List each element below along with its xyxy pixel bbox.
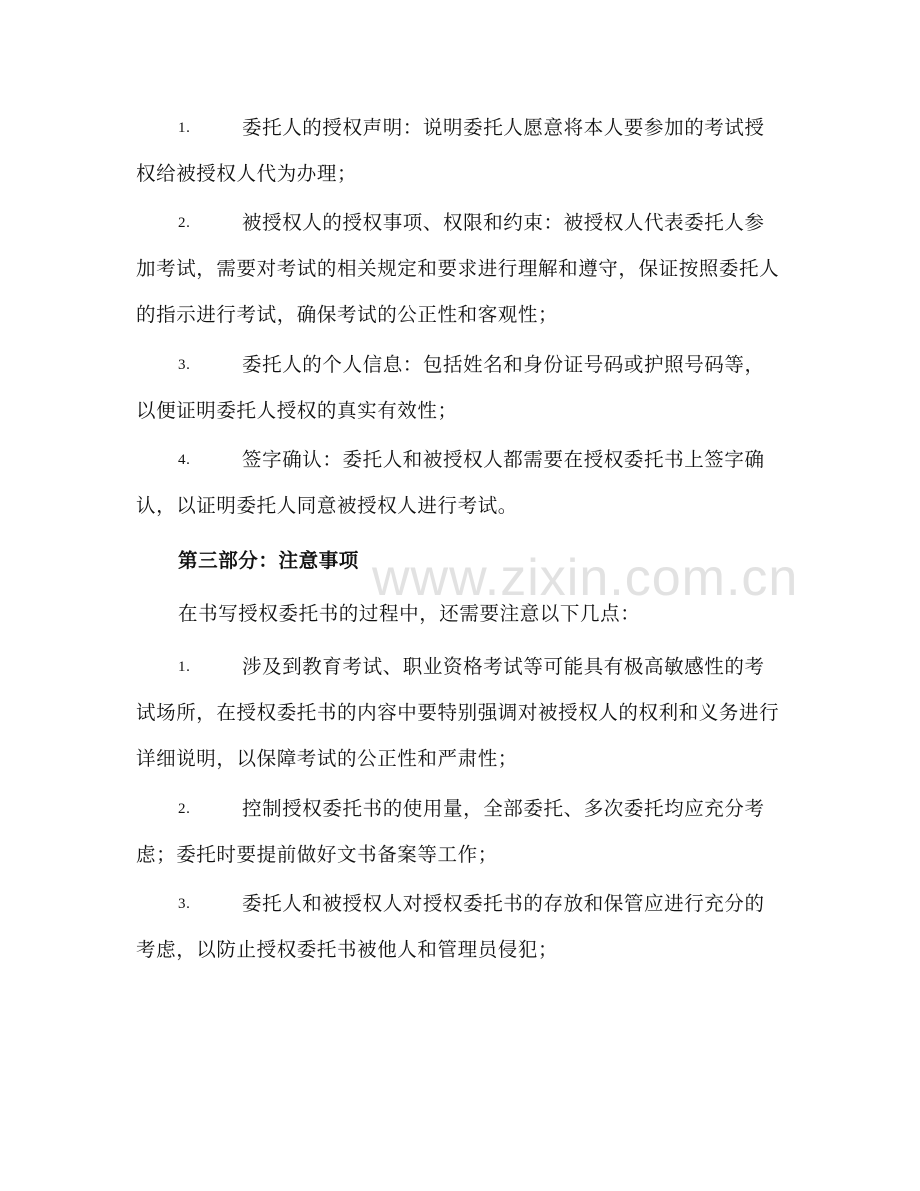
section-intro: 在书写授权委托书的过程中，还需要注意以下几点： (178, 602, 641, 625)
list-item (136, 881, 784, 973)
list-item-text: 签字确认：委托人和被授权人都需要在授权委托书上签字确认，以证明委托人同意被授权人进行考试。 (136, 448, 765, 517)
list-item-text: 控制授权委托书的使用量，全部委托、多次委托均应充分考虑；委托时要提前做好文书备案等工作； (136, 797, 765, 866)
list-item-number: 1. (178, 120, 191, 136)
list-item (136, 105, 784, 197)
list-item-number: 1. (178, 659, 191, 675)
list-item (136, 437, 784, 529)
list-item-text: 涉及到教育考试、职业资格考试等可能具有极高敏感性的考试场所，在授权委托书的内容中要特别强调对被授权人的权利和义务进行详细说明，以保障考试的公正性和严肃性； (136, 655, 780, 770)
list-item-number: 3. (178, 896, 191, 912)
list-item (136, 200, 784, 338)
section-heading: 第三部分：注意事项 (178, 549, 359, 572)
list-item-number: 2. (178, 215, 191, 231)
list-item (136, 342, 784, 434)
list-item (136, 644, 784, 782)
list-item-number: 4. (178, 452, 191, 468)
list-item-text: 被授权人的授权事项、权限和约束：被授权人代表委托人参加考试，需要对考试的相关规定和要求进行理解和遵守，保证按照委托人的指示进行考试，确保考试的公正性和客观性； (136, 211, 780, 326)
watermark: www.zixin.com.cn (372, 549, 799, 607)
list-item (136, 786, 784, 878)
list-item-text: 委托人的个人信息：包括姓名和身份证号码或护照号码等，以便证明委托人授权的真实有效性； (136, 353, 765, 422)
list-item-text: 委托人的授权声明：说明委托人愿意将本人要参加的考试授权给被授权人代为办理； (136, 116, 765, 185)
list-item-text: 委托人和被授权人对授权委托书的存放和保管应进行充分的考虑，以防止授权委托书被他人和管理员侵犯； (136, 892, 765, 961)
list-item-number: 3. (178, 357, 191, 373)
list-item-number: 2. (178, 801, 191, 817)
